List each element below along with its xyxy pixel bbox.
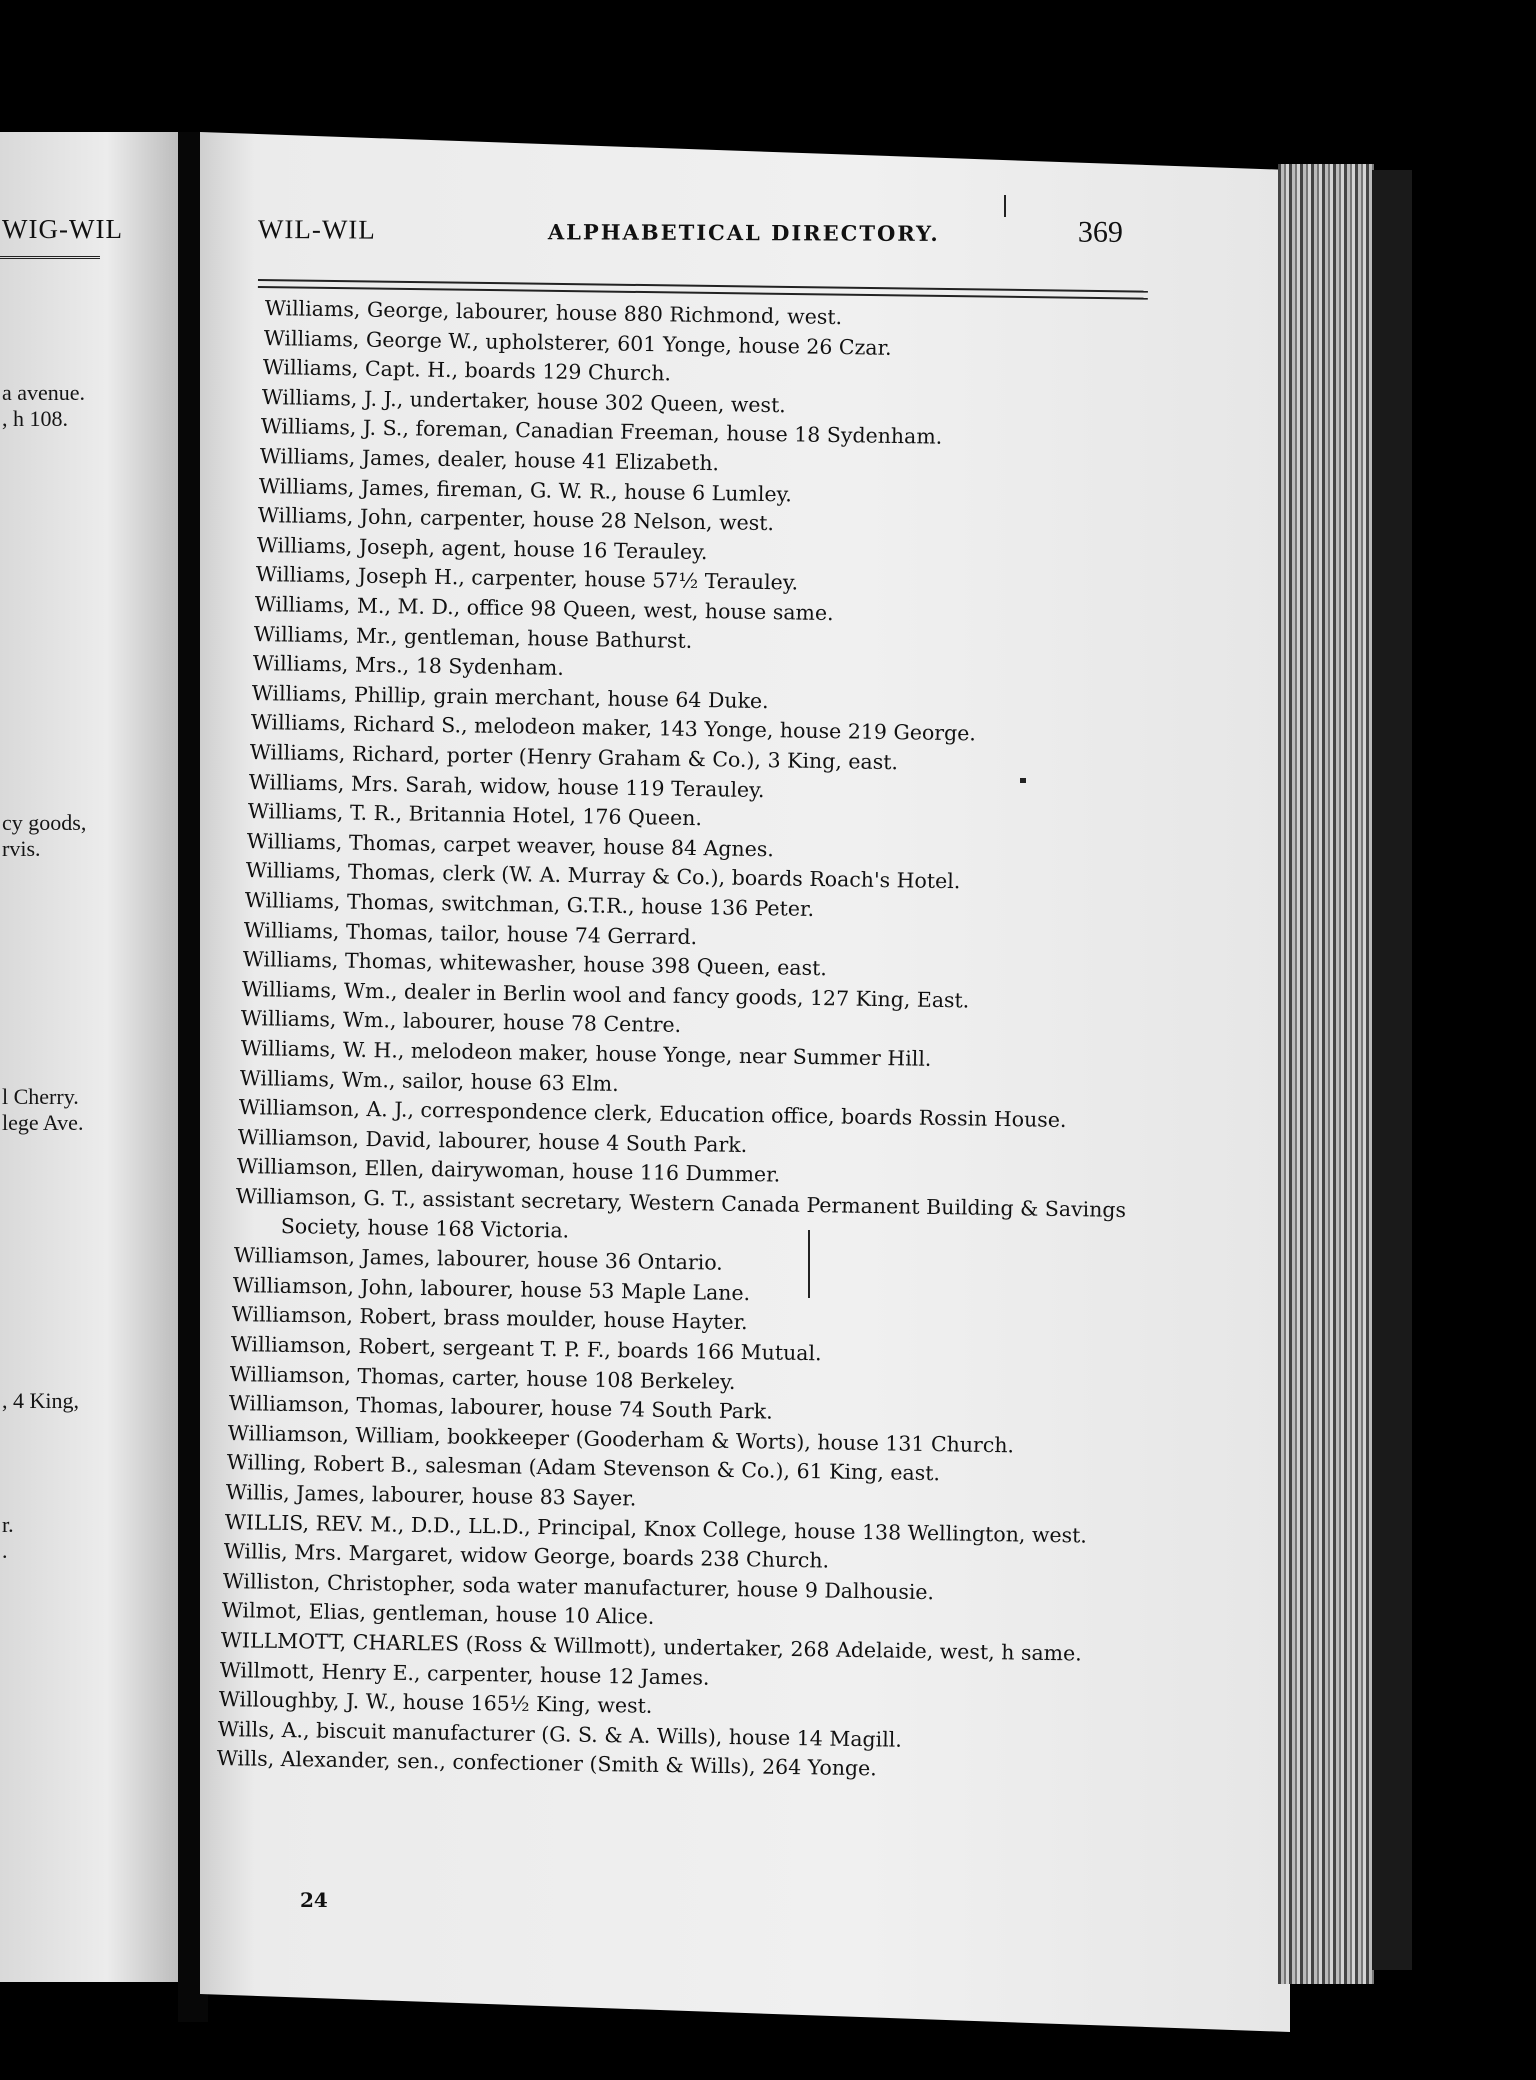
page-edge-shadow [1372,170,1412,1970]
directory-entry: Williams, George, labourer, house 880 Richmond, west. [264,296,843,330]
directory-entry: WILLMOTT, CHARLES (Ross & Willmott), undertaker, 268 Adelaide, west, h same. [220,1628,1082,1666]
directory-entry: Willis, James, labourer, house 83 Sayer. [225,1480,637,1511]
directory-entry: Williams, George W., upholsterer, 601 Yonge, house 26 Czar. [263,325,892,360]
ink-mark [1020,778,1026,783]
left-fragment: , h 108. [2,406,68,431]
directory-entry: Williams, Thomas, carpet weaver, house 84 Agnes. [246,828,775,862]
directory-entry: Willis, Mrs. Margaret, widow George, boards 238 Church. [223,1539,830,1573]
directory-entry: Williams, Phillip, grain merchant, house 64 Duke. [251,680,770,713]
directory-entry: Williams, Capt. H., boards 129 Church. [262,355,672,386]
directory-entry: Wills, A., biscuit manufacturer (G. S. & A. Wills), house 14 Magill. [217,1716,902,1752]
directory-entry: Williams, Mrs. Sarah, widow, house 119 Terauley. [248,769,766,802]
directory-entry: Williams, J. J., undertaker, house 302 Queen, west. [261,384,787,418]
left-fragment: lege Ave. [2,1110,84,1135]
directory-entry: Williams, Thomas, whitewasher, house 398 Queen, east. [243,947,828,981]
ink-mark [808,1230,810,1298]
running-head [258,206,1158,250]
directory-entry: Williamson, G. T., assistant secretary, Western Canada Permanent Building & Savings [235,1184,1126,1222]
directory-entry: Society, house 168 Victoria. [280,1213,569,1243]
directory-entry: Williams, Joseph H., carpenter, house 57½ Terauley. [255,562,799,595]
directory-entry: Williams, Richard, porter (Henry Graham & Co.), 3 King, east. [249,740,899,775]
left-page-header: WIG-WIL [2,214,123,244]
page-edges [1278,164,1374,1984]
left-page [0,132,178,1982]
directory-entry: Williams, Richard S., melodeon maker, 143 Yonge, house 219 George. [250,710,977,746]
directory-entry: Willmott, Henry E., carpenter, house 12 James. [219,1657,710,1690]
directory-entry: Wills, Alexander, sen., confectioner (Smith & Wills), 264 Yonge. [216,1746,877,1781]
directory-entry: Wilmot, Elias, gentleman, house 10 Alice. [221,1598,655,1630]
directory-entry: Williams, J. S., foreman, Canadian Freeman, house 18 Sydenham. [260,414,943,450]
directory-entry: Williams, M., M. D., office 98 Queen, west, house same. [254,592,835,626]
directory-entry: Williams, Thomas, switchman, G.T.R., house 136 Peter. [245,888,815,921]
directory-entry: Williams, Mrs., 18 Sydenham. [252,651,565,681]
directory-entry: Willing, Robert B., salesman (Adam Stevenson & Co.), 61 King, east. [226,1450,940,1486]
ink-mark [1004,195,1006,217]
page-number: 369 [1077,215,1123,249]
directory-entry: Williams, W. H., melodeon maker, house Yonge, near Summer Hill. [240,1036,932,1071]
left-fragment: cy goods, [2,810,87,835]
directory-entry: Williams, Joseph, agent, house 16 Terauley. [256,532,708,564]
running-head-title: ALPHABETICAL DIRECTORY. [547,219,940,246]
directory-entry: Williamson, David, labourer, house 4 South Park. [237,1124,747,1157]
directory-entry: Williams, T. R., Britannia Hotel, 176 Queen. [247,799,703,831]
directory-entry: Williamson, Ellen, dairywoman, house 116 Dummer. [236,1154,780,1187]
directory-entry: Williamson, John, labourer, house 53 Maple Lane. [232,1272,750,1305]
directory-entry: WILLIS, REV. M., D.D., LL.D., Principal, Knox College, house 138 Wellington, west. [224,1509,1087,1548]
directory-entry: Williams, Thomas, clerk (W. A. Murray & Co.), boards Roach's Hotel. [245,858,961,894]
running-head-left: WIL-WIL [257,213,376,245]
directory-entry: Williamson, William, bookkeeper (Gooderham & Worts), house 131 Church. [227,1420,1014,1458]
directory-entry: Williams, Thomas, tailor, house 74 Gerrard. [244,917,698,949]
left-fragment: a avenue. [2,380,86,405]
directory-entry: Williams, Wm., sailor, house 63 Elm. [239,1065,619,1096]
directory-entry: Williamson, Robert, brass moulder, house Hayter. [231,1302,748,1335]
left-fragment: rvis. [2,836,41,861]
directory-entry: Williams, Wm., labourer, house 78 Centre. [241,1006,682,1038]
directory-entry: Williams, John, carpenter, house 28 Nelson, west. [257,503,775,536]
directory-entry: Williamson, A. J., correspondence clerk, Education office, boards Rossin House. [238,1095,1067,1133]
directory-entry: Williamson, Thomas, carter, house 108 Berkeley. [229,1361,736,1394]
signature-mark: 24 [300,1888,328,1912]
directory-entry: Willoughby, J. W., house 165½ King, west. [218,1687,653,1718]
directory-entry: Williams, Wm., dealer in Berlin wool and fancy goods, 127 King, East. [242,976,970,1013]
left-fragment: , 4 King, [2,1388,79,1413]
left-fragment: r. [2,1512,14,1537]
directory-entry: Williamson, Robert, sergeant T. P. F., boards 166 Mutual. [230,1332,822,1366]
directory-entry: Williston, Christopher, soda water manufacturer, house 9 Dalhousie. [222,1568,935,1604]
directory-entry: Williams, Mr., gentleman, house Bathurst. [253,621,693,653]
directory-entry: Williams, James, dealer, house 41 Elizabeth. [259,444,720,476]
left-header-rule [0,256,100,262]
directory-entry: Williamson, James, labourer, house 36 Ontario. [233,1243,723,1275]
left-fragment: . [2,1538,8,1563]
directory-entry: Williamson, Thomas, labourer, house 74 South Park. [228,1391,773,1424]
directory-entry: Williams, James, fireman, G. W. R., house 6 Lumley. [258,473,793,506]
left-fragment: l Cherry. [2,1084,79,1109]
